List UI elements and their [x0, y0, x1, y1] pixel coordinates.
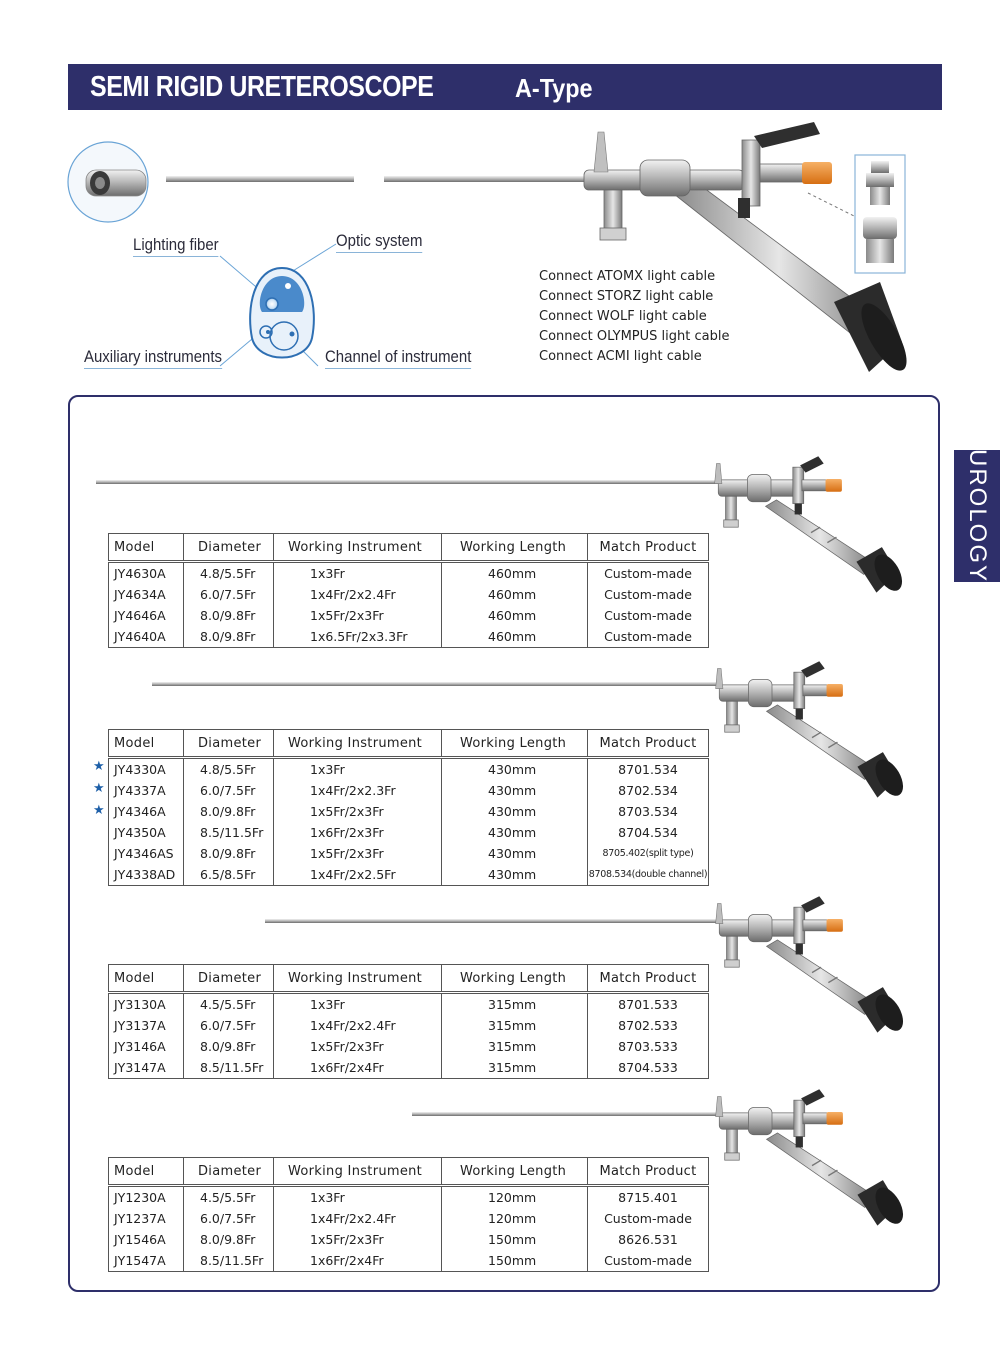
table-cell: 430mm [442, 843, 588, 864]
table-cell: 8703.533 [588, 1036, 709, 1057]
table-cell: 1x3Fr [274, 758, 442, 781]
table-cell: 8705.402(split type) [588, 843, 709, 864]
table-cell: 430mm [442, 780, 588, 801]
table-cell: 8.5/11.5Fr [184, 1250, 274, 1272]
recommended-star-icon: ★ [93, 759, 105, 774]
column-header: Match Product [588, 1158, 709, 1186]
table-cell: 8703.534 [588, 801, 709, 822]
table-row [109, 562, 709, 585]
table-cell: 8715.401 [588, 1186, 709, 1209]
table-cell: 4.8/5.5Fr [184, 758, 274, 781]
table-row [109, 864, 709, 886]
column-header: Working Instrument [274, 965, 442, 993]
table-cell: 1x6Fr/2x4Fr [274, 1250, 442, 1272]
table-cell: JY4338AD [109, 864, 184, 886]
table-cell: 8702.534 [588, 780, 709, 801]
table-cell: 1x4Fr/2x2.4Fr [274, 1015, 442, 1036]
label-lighting-fiber: Lighting fiber [133, 235, 219, 257]
column-header: Working Length [442, 1158, 588, 1186]
table-cell: 8.0/9.8Fr [184, 605, 274, 626]
table-cell: JY4640A [109, 626, 184, 648]
connection-item: Connect ACMI light cable [539, 349, 702, 364]
table-cell: Custom-made [588, 562, 709, 585]
table-cell: 8.0/9.8Fr [184, 1229, 274, 1250]
table-cell: 460mm [442, 584, 588, 605]
table-cell: JY3137A [109, 1015, 184, 1036]
table-cell: 1x3Fr [274, 562, 442, 585]
table-cell: 1x3Fr [274, 1186, 442, 1209]
page-subtitle: A-Type [515, 73, 593, 103]
spec-table [108, 729, 709, 886]
table-cell: 8708.534(double channel) [588, 864, 709, 886]
table-cell: 315mm [442, 1015, 588, 1036]
table-cell: 1x4Fr/2x2.5Fr [274, 864, 442, 886]
column-header: Match Product [588, 534, 709, 562]
scope-sheath-segment-image [166, 176, 356, 184]
table-cell: 8.0/9.8Fr [184, 801, 274, 822]
table-row [109, 1057, 709, 1079]
column-header: Diameter [184, 1158, 274, 1186]
table-cell: Custom-made [588, 1208, 709, 1229]
table-row [109, 758, 709, 781]
table-cell: 1x4Fr/2x2.4Fr [274, 584, 442, 605]
column-header: Working Instrument [274, 730, 442, 758]
column-header: Working Instrument [274, 1158, 442, 1186]
column-header: Diameter [184, 730, 274, 758]
table-cell: 6.0/7.5Fr [184, 1015, 274, 1036]
table-row [109, 801, 709, 822]
table-cell: 1x4Fr/2x2.3Fr [274, 780, 442, 801]
table-cell: JY1230A [109, 1186, 184, 1209]
table-cell: 6.0/7.5Fr [184, 780, 274, 801]
connection-item: Connect OLYMPUS light cable [539, 329, 730, 344]
table-cell: JY3130A [109, 993, 184, 1016]
table-cell: JY4330A [109, 758, 184, 781]
column-header: Working Length [442, 730, 588, 758]
column-header: Match Product [588, 730, 709, 758]
table-cell: 1x5Fr/2x3Fr [274, 1036, 442, 1057]
table-row [109, 1208, 709, 1229]
recommended-star-icon: ★ [93, 780, 105, 796]
table-row [109, 584, 709, 605]
table-cell: JY3146A [109, 1036, 184, 1057]
light-cable-adapters-image [808, 155, 908, 275]
table-cell: 8.0/9.8Fr [184, 1036, 274, 1057]
table-cell: 6.0/7.5Fr [184, 1208, 274, 1229]
table-cell: 150mm [442, 1250, 588, 1272]
table-cell: 315mm [442, 1036, 588, 1057]
table-row [109, 843, 709, 864]
table-cell: 315mm [442, 1057, 588, 1079]
table-cell: 6.0/7.5Fr [184, 584, 274, 605]
table-cell: 460mm [442, 605, 588, 626]
table-cell: JY1546A [109, 1229, 184, 1250]
table-row [109, 993, 709, 1016]
table-cell: Custom-made [588, 605, 709, 626]
table-cell: JY4630A [109, 562, 184, 585]
table-cell: 8.0/9.8Fr [184, 843, 274, 864]
column-header: Working Length [442, 965, 588, 993]
table-cell: 1x5Fr/2x3Fr [274, 605, 442, 626]
spec-table [108, 533, 709, 648]
column-header: Model [109, 1158, 184, 1186]
table-cell: 8.5/11.5Fr [184, 822, 274, 843]
side-tab-label: UROLOGY [964, 448, 991, 584]
table-cell: 430mm [442, 758, 588, 781]
table-cell: JY4346AS [109, 843, 184, 864]
table-header-row [109, 965, 709, 993]
table-cell: JY4634A [109, 584, 184, 605]
table-cell: 8626.531 [588, 1229, 709, 1250]
spec-table [108, 964, 709, 1079]
table-cell: 4.5/5.5Fr [184, 993, 274, 1016]
table-cell: 8.5/11.5Fr [184, 1057, 274, 1079]
spec-table [108, 1157, 709, 1272]
table-cell: 8701.534 [588, 758, 709, 781]
table-cell: 1x6.5Fr/2x3.3Fr [274, 626, 442, 648]
page-title: SEMI RIGID URETEROSCOPE [90, 71, 434, 103]
table-cell: JY4646A [109, 605, 184, 626]
scope-tip-closeup-image [66, 142, 152, 224]
table-cell: 430mm [442, 801, 588, 822]
header-banner [68, 64, 942, 110]
column-header: Model [109, 534, 184, 562]
table-row [109, 1229, 709, 1250]
table-cell: 4.8/5.5Fr [184, 562, 274, 585]
table-row [109, 626, 709, 648]
label-optic-system: Optic system [336, 231, 422, 253]
table-cell: JY3147A [109, 1057, 184, 1079]
column-header: Working Instrument [274, 534, 442, 562]
table-cell: JY1237A [109, 1208, 184, 1229]
table-cell: 315mm [442, 993, 588, 1016]
column-header: Working Length [442, 534, 588, 562]
table-cell: 430mm [442, 822, 588, 843]
table-cell: 430mm [442, 864, 588, 886]
table-cell: Custom-made [588, 584, 709, 605]
table-cell: Custom-made [588, 1250, 709, 1272]
table-cell: 1x5Fr/2x3Fr [274, 1229, 442, 1250]
label-channel-of-instrument: Channel of instrument [325, 347, 471, 369]
column-header: Diameter [184, 965, 274, 993]
table-header-row [109, 1158, 709, 1186]
table-row [109, 822, 709, 843]
table-cell: 1x3Fr [274, 993, 442, 1016]
table-row [109, 605, 709, 626]
table-cell: 120mm [442, 1186, 588, 1209]
table-cell: 1x4Fr/2x2.4Fr [274, 1208, 442, 1229]
table-cell: 8704.533 [588, 1057, 709, 1079]
table-header-row [109, 534, 709, 562]
table-cell: JY1547A [109, 1250, 184, 1272]
table-cell: 8.0/9.8Fr [184, 626, 274, 648]
table-cell: 1x5Fr/2x3Fr [274, 801, 442, 822]
light-cable-connection-list [539, 269, 729, 369]
table-cell: 1x6Fr/2x4Fr [274, 1057, 442, 1079]
table-cell: 1x6Fr/2x3Fr [274, 822, 442, 843]
column-header: Diameter [184, 534, 274, 562]
table-header-row [109, 730, 709, 758]
table-cell: 150mm [442, 1229, 588, 1250]
table-cell: 120mm [442, 1208, 588, 1229]
table-cell: JY4346A [109, 801, 184, 822]
table-cell: 460mm [442, 626, 588, 648]
table-row [109, 780, 709, 801]
table-cell: 460mm [442, 562, 588, 585]
label-auxiliary-instruments: Auxiliary instruments [84, 347, 222, 369]
table-cell: 8704.534 [588, 822, 709, 843]
recommended-star-icon: ★ [93, 802, 105, 818]
side-tab-category [954, 450, 1000, 582]
connection-item: Connect ATOMX light cable [539, 269, 716, 284]
column-header: Match Product [588, 965, 709, 993]
table-row [109, 1186, 709, 1209]
connection-item: Connect STORZ light cable [539, 289, 714, 304]
column-header: Model [109, 730, 184, 758]
table-cell: 8702.533 [588, 1015, 709, 1036]
column-header: Model [109, 965, 184, 993]
table-row [109, 1250, 709, 1272]
table-cell: JY4337A [109, 780, 184, 801]
table-cell: 4.5/5.5Fr [184, 1186, 274, 1209]
table-row [109, 1036, 709, 1057]
table-cell: 8701.533 [588, 993, 709, 1016]
connection-item: Connect WOLF light cable [539, 309, 707, 324]
table-cell: JY4350A [109, 822, 184, 843]
table-cell: 1x5Fr/2x3Fr [274, 843, 442, 864]
table-row [109, 1015, 709, 1036]
table-cell: 6.5/8.5Fr [184, 864, 274, 886]
table-cell: Custom-made [588, 626, 709, 648]
